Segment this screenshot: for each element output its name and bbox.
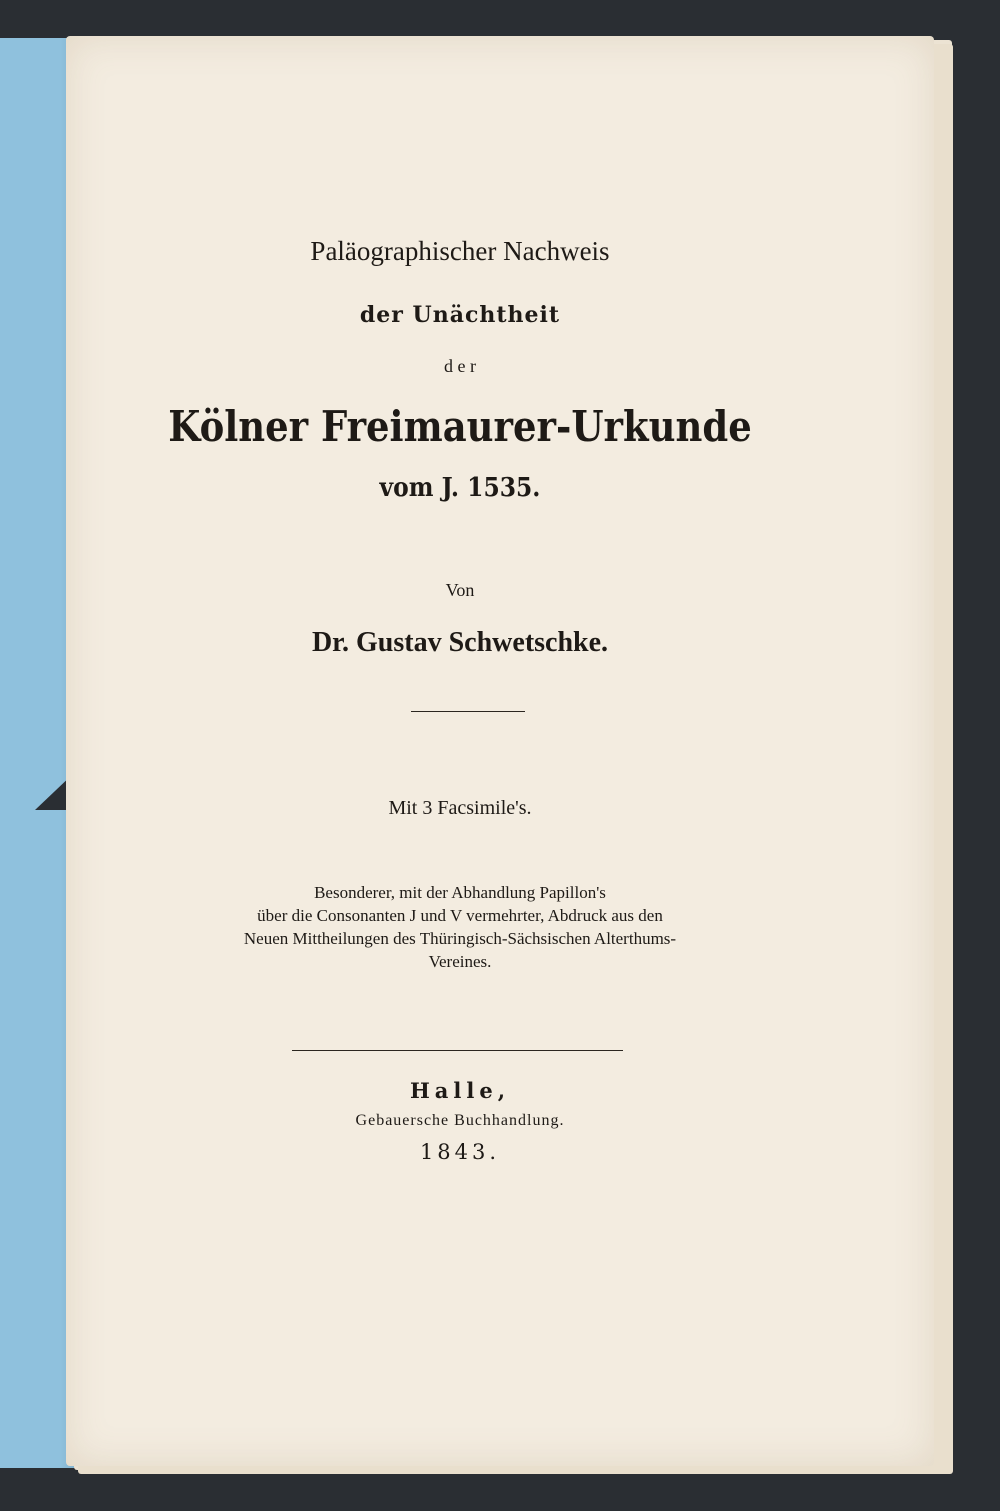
by-label: Von (445, 580, 475, 600)
title-line-3: d e r (444, 356, 476, 376)
imprint-city: Halle, (409, 1078, 511, 1103)
description-line: über die Consonanten J und V vermehrter, Abdruck aus den (257, 906, 663, 925)
separator-rule (411, 711, 525, 712)
facsimiles-note: Mit 3 Facsimile's. (388, 797, 532, 819)
imprint-year: 1843. (419, 1140, 501, 1164)
separator-rule (292, 1050, 623, 1051)
title-line-1: Paläographischer Nachweis (310, 236, 610, 266)
description-line: Vereines. (428, 952, 492, 971)
description-line: Neuen Mittheilungen des Thüringisch-Sächsischen Alterthums- (243, 929, 677, 948)
title-line-2: der Unächtheit (359, 302, 561, 328)
description-line: Besonderer, mit der Abhandlung Papillon's (314, 883, 606, 902)
author-name: Dr. Gustav Schwetschke. (311, 627, 609, 658)
main-title: Kölner Freimaurer-Urkunde (168, 402, 752, 451)
title-date: vom J. 1535. (379, 473, 541, 503)
imprint-publisher: Gebauersche Buchhandlung. (355, 1112, 565, 1129)
